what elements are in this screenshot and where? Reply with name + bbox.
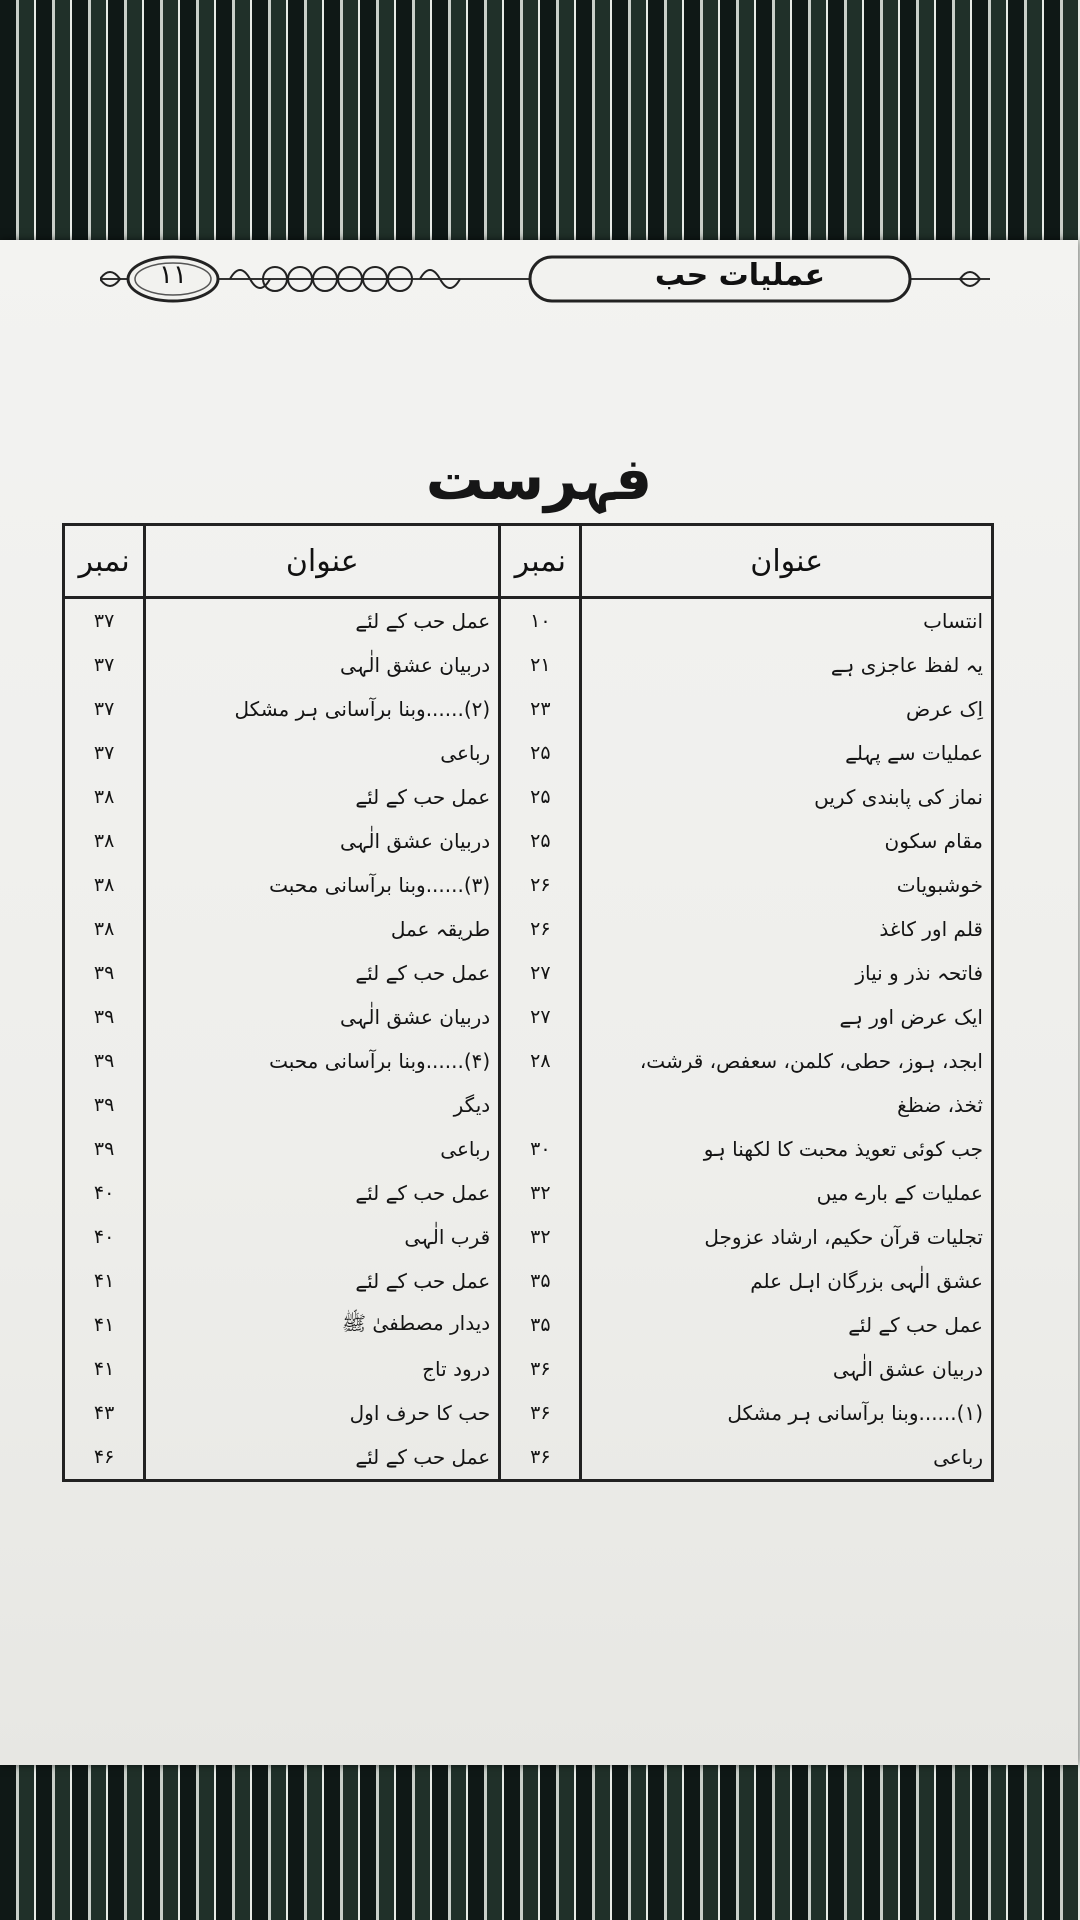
- toc-entry-page: ۳۹: [64, 1083, 145, 1127]
- column-header-title-right: عنوان: [581, 525, 993, 598]
- toc-entry-page: ۲۵: [500, 775, 581, 819]
- table-row: [64, 1303, 993, 1347]
- toc-entry-page: ۳۲: [500, 1171, 581, 1215]
- toc-entry-page: ۳۸: [64, 863, 145, 907]
- toc-entry-page: ۳۹: [64, 951, 145, 995]
- page-number: ۱۱: [159, 260, 187, 290]
- toc-entry-page: ۳۵: [500, 1259, 581, 1303]
- toc-entry-title: تجلیات قرآن حکیم، ارشاد عزوجل: [581, 1215, 993, 1259]
- table-row: [64, 907, 993, 951]
- toc-entry-page: ۴۱: [64, 1259, 145, 1303]
- table-row: [64, 995, 993, 1039]
- toc-entry-page: ۲۶: [500, 863, 581, 907]
- toc-entry-page: ۲۵: [500, 819, 581, 863]
- toc-entry-title: دربیان عشق الٰہی: [145, 995, 500, 1039]
- toc-entry-page: ۳۶: [500, 1435, 581, 1481]
- toc-entry-page: ۳۶: [500, 1347, 581, 1391]
- column-header-title-left: عنوان: [145, 525, 500, 598]
- toc-entry-title: عمل حب کے لئے: [145, 1171, 500, 1215]
- table-row: [64, 863, 993, 907]
- toc-entry-title: قرب الٰہی: [145, 1215, 500, 1259]
- column-header-number-left: نمبر: [64, 525, 145, 598]
- book-title: عملیات حب: [654, 258, 826, 293]
- toc-entry-title: فاتحہ نذر و نیاز: [581, 951, 993, 995]
- toc-entry-page: ۳۹: [64, 1127, 145, 1171]
- toc-entry-title: ابجد، ہوز، حطی، کلمن، سعفص، قرشت،: [581, 1039, 993, 1083]
- toc-entry-title: مقام سکون: [581, 819, 993, 863]
- table-row: [64, 1391, 993, 1435]
- toc-entry-title: حب کا حرف اول: [145, 1391, 500, 1435]
- table-row: [64, 1127, 993, 1171]
- toc-entry-title: یہ لفظ عاجزی ہے: [581, 643, 993, 687]
- table-row: [64, 819, 993, 863]
- toc-entry-page: ۳۸: [64, 819, 145, 863]
- table-row: [64, 598, 993, 644]
- toc-entry-title: رباعی: [145, 731, 500, 775]
- table-body: [64, 598, 993, 1481]
- table-row: [64, 1083, 993, 1127]
- toc-entry-title: ثخذ، ضظغ: [581, 1083, 993, 1127]
- toc-entry-title: دربیان عشق الٰہی: [145, 643, 500, 687]
- toc-entry-page: ۴۰: [64, 1171, 145, 1215]
- table-header-row: [64, 525, 993, 598]
- toc-entry-page: ۲۷: [500, 951, 581, 995]
- toc-entry-title: (۳)......وبنا برآسانی محبت: [145, 863, 500, 907]
- book-page: [0, 240, 1078, 1765]
- toc-entry-page: ۴۰: [64, 1215, 145, 1259]
- table-row: [64, 1171, 993, 1215]
- toc-entry-title: رباعی: [145, 1127, 500, 1171]
- toc-entry-title: دیدار مصطفیٰ ﷺ: [145, 1303, 500, 1347]
- toc-entry-title: عملیات سے پہلے: [581, 731, 993, 775]
- toc-entry-title: خوشبویات: [581, 863, 993, 907]
- table-row: [64, 643, 993, 687]
- toc-entry-page: ۴۱: [64, 1347, 145, 1391]
- toc-entry-page: ۳۸: [64, 907, 145, 951]
- table-row: [64, 1259, 993, 1303]
- toc-entry-title: انتساب: [581, 598, 993, 644]
- toc-entry-title: طریقہ عمل: [145, 907, 500, 951]
- toc-entry-page: ۳۷: [64, 643, 145, 687]
- toc-entry-page: ۱۰: [500, 598, 581, 644]
- table-row: [64, 1039, 993, 1083]
- table-row: [64, 731, 993, 775]
- toc-entry-page: ۳۲: [500, 1215, 581, 1259]
- toc-entry-title: قلم اور کاغذ: [581, 907, 993, 951]
- toc-entry-page: ۴۳: [64, 1391, 145, 1435]
- toc-entry-title: (۱)......وبنا برآسانی ہر مشکل: [581, 1391, 993, 1435]
- toc-entry-title: (۲)......وبنا برآسانی ہر مشکل: [145, 687, 500, 731]
- table-row: [64, 687, 993, 731]
- page-title: فہرست: [425, 445, 653, 513]
- toc-entry-page: ۲۶: [500, 907, 581, 951]
- toc-entry-page: ۳۰: [500, 1127, 581, 1171]
- toc-entry-page: ۲۱: [500, 643, 581, 687]
- toc-entry-page: ۳۹: [64, 995, 145, 1039]
- toc-entry-title: رباعی: [581, 1435, 993, 1481]
- contents-table: [62, 523, 994, 1482]
- toc-entry-page: ۴۱: [64, 1303, 145, 1347]
- toc-entry-title: عملیات کے بارے میں: [581, 1171, 993, 1215]
- toc-entry-page: ۳۷: [64, 687, 145, 731]
- table-row: [64, 1215, 993, 1259]
- toc-entry-page: ۲۸: [500, 1039, 581, 1083]
- toc-entry-title: ایک عرض اور ہے: [581, 995, 993, 1039]
- toc-entry-page: ۳۹: [64, 1039, 145, 1083]
- table-row: [64, 1435, 993, 1481]
- toc-entry-title: (۴)......وبنا برآسانی محبت: [145, 1039, 500, 1083]
- toc-entry-title: اِک عرض: [581, 687, 993, 731]
- toc-entry-title: درود تاج: [145, 1347, 500, 1391]
- toc-entry-title: نماز کی پابندی کریں: [581, 775, 993, 819]
- toc-entry-title: عمل حب کے لئے: [145, 951, 500, 995]
- toc-entry-page: ۳۷: [64, 731, 145, 775]
- toc-entry-page: ۲۵: [500, 731, 581, 775]
- toc-entry-title: عمل حب کے لئے: [145, 775, 500, 819]
- toc-entry-title: عشق الٰہی بزرگان اہل علم: [581, 1259, 993, 1303]
- toc-entry-page: ۲۷: [500, 995, 581, 1039]
- toc-entry-page: ۴۶: [64, 1435, 145, 1481]
- column-header-number-right: نمبر: [500, 525, 581, 598]
- toc-entry-page: [500, 1083, 581, 1127]
- toc-entry-title: عمل حب کے لئے: [145, 1259, 500, 1303]
- toc-entry-page: ۳۸: [64, 775, 145, 819]
- toc-entry-page: ۲۳: [500, 687, 581, 731]
- page-header: [100, 248, 990, 310]
- toc-entry-page: ۳۵: [500, 1303, 581, 1347]
- toc-entry-title: عمل حب کے لئے: [581, 1303, 993, 1347]
- toc-entry-title: عمل حب کے لئے: [145, 1435, 500, 1481]
- toc-entry-title: عمل حب کے لئے: [145, 598, 500, 644]
- table-row: [64, 951, 993, 995]
- toc-entry-title: دربیان عشق الٰہی: [581, 1347, 993, 1391]
- toc-entry-page: ۳۷: [64, 598, 145, 644]
- toc-entry-page: ۳۶: [500, 1391, 581, 1435]
- toc-entry-title: دیگر: [145, 1083, 500, 1127]
- table-row: [64, 775, 993, 819]
- toc-entry-title: جب کوئی تعویذ محبت کا لکھنا ہو: [581, 1127, 993, 1171]
- table-row: [64, 1347, 993, 1391]
- toc-entry-title: دربیان عشق الٰہی: [145, 819, 500, 863]
